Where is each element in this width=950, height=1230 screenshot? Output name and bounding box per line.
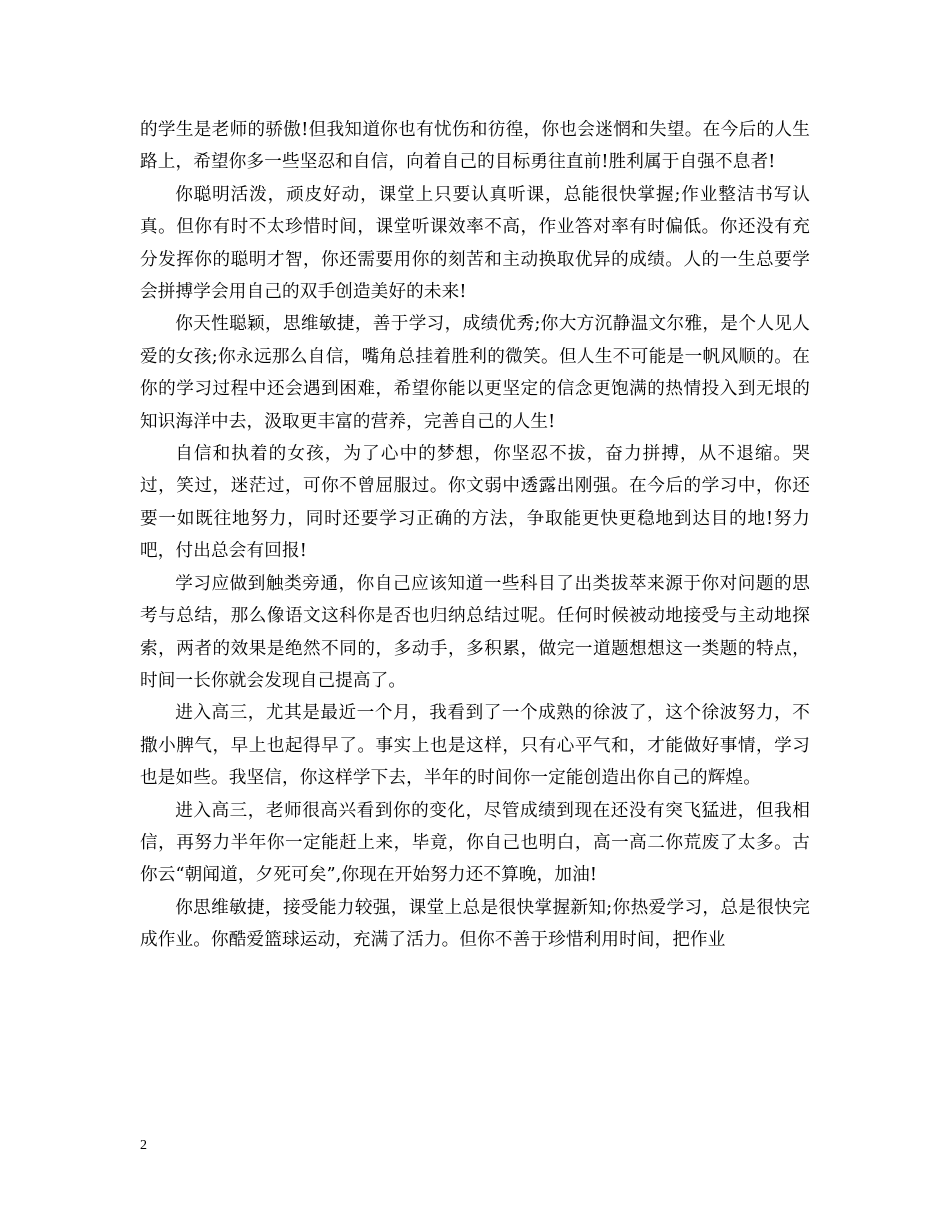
paragraph-4: 自信和执着的女孩，为了心中的梦想，你坚忍不拔，奋力拼搏，从不退缩。哭过，笑过，迷茫过，可你不曾屈服过。你文弱中透露出刚强。在今后的学习中，你还要一如既往地努力，同时还要学习正确的方法，争取能更快更稳地到达目的地!努力吧，付出总会有回报!	[140, 444, 810, 562]
paragraph-5: 学习应做到触类旁通，你自己应该知道一些科目了出类拔萃来源于你对问题的思考与总结，那么像语文这科你是否也归纳总结过呢。任何时候被动地接受与主动地探索，两者的效果是绝然不同的，多动手，多积累，做完一道题想想这一类题的特点，时间一长你就会发现自己提高了。	[140, 573, 810, 691]
page-number: 2	[140, 1138, 147, 1153]
paragraph-3: 你天性聪颖，思维敏捷，善于学习，成绩优秀;你大方沉静温文尔雅，是个人见人爱的女孩;你永远那么自信，嘴角总挂着胜利的微笑。但人生不可能是一帆风顺的。在你的学习过程中还会遇到困难，希望你能以更坚定的信念更饱满的热情投入到无垠的知识海洋中去，汲取更丰富的营养，完善自己的人生!	[140, 314, 810, 432]
paragraph-6: 进入高三，尤其是最近一个月，我看到了一个成熟的徐波了，这个徐波努力，不撒小脾气，早上也起得早了。事实上也是这样，只有心平气和，才能做好事情，学习也是如些。我坚信，你这样学下去，半年的时间你一定能创造出你自己的辉煌。	[140, 703, 810, 789]
paragraph-2: 你聪明活泼，顽皮好动，课堂上只要认真听课，总能很快掌握;作业整洁书写认真。但你有时不太珍惜时间，课堂听课效率不高，作业答对率有时偏低。你还没有充分发挥你的聪明才智，你还需要用你的刻苦和主动换取优异的成绩。人的一生总要学会拼搏学会用自己的双手创造美好的未来!	[140, 184, 810, 303]
paragraph-7: 进入高三，老师很高兴看到你的变化，尽管成绩到现在还没有突飞猛进，但我相信，再努力半年你一定能赶上来，毕竟，你自己也明白，高一高二你荒废了太多。古你云“朝闻道，夕死可矣”,你现在开始努力还不算晚，加油!	[140, 800, 810, 886]
body-text	[140, 114, 810, 957]
paragraph-1: 的学生是老师的骄傲!但我知道你也有忧伤和彷徨，你也会迷惘和失望。在今后的人生路上，希望你多一些坚忍和自信，向着自己的目标勇往直前!胜利属于自强不息者!	[140, 120, 810, 173]
paragraph-8: 你思维敏捷，接受能力较强，课堂上总是很快掌握新知;你热爱学习，总是很快完成作业。你酷爱篮球运动，充满了活力。但你不善于珍惜利用时间，把作业	[140, 897, 810, 951]
